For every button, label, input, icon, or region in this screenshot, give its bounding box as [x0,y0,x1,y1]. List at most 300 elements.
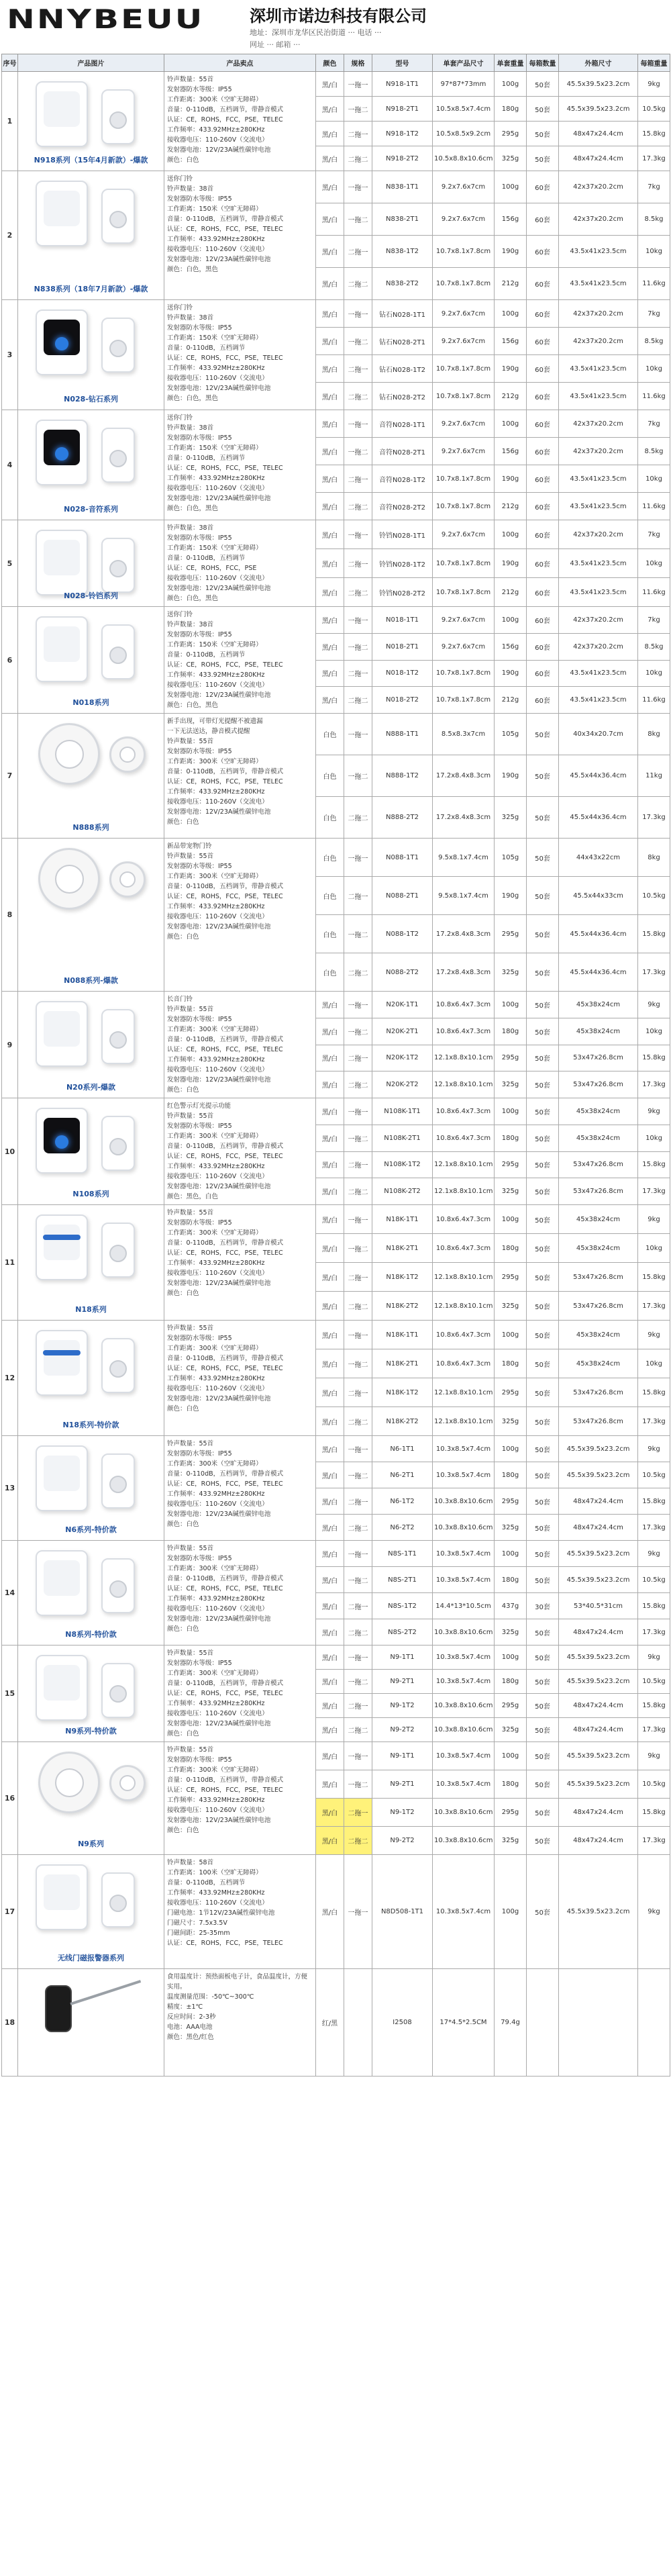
cell-spec: 一拖一 [344,714,372,755]
product-image-cell [18,300,164,410]
product-image-cell [18,1436,164,1541]
cell-carton-weight: 9kg [638,1645,670,1670]
cell-carton-weight: 15.8kg [638,1378,670,1407]
cell-weight: 325g [495,1071,527,1098]
cell-size: 10.3x8.8x10.6cm [433,1799,495,1827]
header [0,0,671,52]
cell-size: 10.3x8.8x10.6cm [433,1619,495,1645]
cell-spec: 一拖一 [344,1855,372,1969]
cell-model: N888-1T2 [372,755,433,797]
row-seq: 8 [2,839,18,992]
cell-weight: 325g [495,1515,527,1541]
col-header-image: 产品图片 [18,54,164,72]
cell-carton: 45.5x44x33cm [559,877,638,915]
series-label: N018系列 [72,698,109,707]
cell-qty: 50套 [527,1718,559,1742]
cell-carton-weight: 15.8kg [638,1799,670,1827]
cell-qty: 50套 [527,1071,559,1098]
row-seq: 10 [2,1098,18,1205]
cell-carton-weight: 10kg [638,1125,670,1151]
cell-spec: 二拖二 [344,1178,372,1205]
cell-spec: 一拖一 [344,300,372,328]
product-features: 铃声数量：38首 发射器防水等级：IP55 工作距离：150米（空旷无障碍） 音量：0-110dB，五档调节 认证：CE，ROHS，FCC，PSE 接收器电压：110-260V（交流电） 发射器电池：12V/23A碱性碳锌电池 颜色：白色，黑色 [164,520,316,607]
product-image-cell [18,1742,164,1855]
receiver-image [36,81,88,147]
series-label: N028-钻石系列 [64,395,118,403]
cell-size: 10.7x8.1x7.8cm [433,355,495,383]
cell-qty: 60套 [527,607,559,634]
cell-spec: 一拖二 [344,915,372,953]
cell-carton: 43.5x41x23.5cm [559,549,638,578]
cell-carton-weight: 15.8kg [638,122,670,146]
row-seq: 11 [2,1205,18,1321]
cell-color: 黑/白 [316,236,344,268]
row-seq: 14 [2,1541,18,1645]
table-row [2,1969,670,2077]
cell-weight: 180g [495,1462,527,1488]
cell-size: 10.5x8.5x7.4cm [433,97,495,122]
receiver-image [36,1108,88,1174]
cell-carton: 45.5x39.5x23.2cm [559,1541,638,1567]
cell-size: 9.2x7.6x7cm [433,607,495,634]
cell-weight: 190g [495,755,527,797]
cell-spec: 一拖一 [344,410,372,438]
cell-carton: 45.5x44x36.4cm [559,915,638,953]
cell-carton: 48x47x24.4cm [559,1488,638,1515]
cell-color: 黑/白 [316,1593,344,1619]
cell-carton: 45.5x39.5x23.2cm [559,1436,638,1462]
cell-weight: 190g [495,877,527,915]
cell-spec: 一拖一 [344,1321,372,1349]
cell-carton [559,1969,638,2077]
cell-model: N18K-2T2 [372,1292,433,1321]
cell-carton-weight: 11kg [638,755,670,797]
cell-carton: 53x47x26.8cm [559,1045,638,1071]
cell-size: 10.7x8.1x7.8cm [433,687,495,714]
product-features: 铃声数量：58首 工作距离：100米（空旷无障碍） 音量：0-110dB，五档调节 工作频率：433.92MHz±280KHz 接收器电压：110-260V（交流电） 门磁电池：1节12V/23A碱性碳锌电池 门磁尺寸：7.5x3.5V 门磁间距：25-35mm 认证：CE，ROHS，FCC，PSE，TELEC [164,1855,316,1969]
cell-size: 9.2x7.6x7cm [433,300,495,328]
cell-spec: 二拖一 [344,236,372,268]
cell-qty: 50套 [527,1694,559,1718]
cell-model: I2508 [372,1969,433,2077]
cell-carton: 53x47x26.8cm [559,1178,638,1205]
cell-qty: 60套 [527,236,559,268]
cell-carton: 43.5x41x23.5cm [559,687,638,714]
cell-carton-weight: 17.3kg [638,1515,670,1541]
cell-weight: 180g [495,1125,527,1151]
cell-color: 黑/白 [316,1541,344,1567]
table-row [2,1205,670,1234]
cell-carton: 53x47x26.8cm [559,1071,638,1098]
cell-color: 白色 [316,915,344,953]
cell-carton-weight: 15.8kg [638,1488,670,1515]
cell-model: N888-1T1 [372,714,433,755]
cell-qty: 60套 [527,549,559,578]
cell-carton: 44x43x22cm [559,839,638,877]
cell-color: 黑/白 [316,383,344,410]
cell-color: 黑/白 [316,1718,344,1742]
cell-weight: 100g [495,1541,527,1567]
col-header-spec: 规格 [344,54,372,72]
cell-color: 黑/白 [316,146,344,171]
cell-model: N8S-1T1 [372,1541,433,1567]
cell-spec: 一拖二 [344,328,372,355]
cell-spec: 二拖二 [344,493,372,520]
cell-color: 黑/白 [316,1349,344,1378]
receiver-image [38,848,100,910]
row-seq: 17 [2,1855,18,1969]
cell-carton-weight: 17.3kg [638,1619,670,1645]
cell-model: 钻石N028-2T2 [372,383,433,410]
cell-weight: 180g [495,97,527,122]
series-label: N18系列 [75,1305,107,1314]
cell-carton-weight: 9kg [638,1098,670,1125]
cell-qty: 60套 [527,328,559,355]
cell-weight: 325g [495,1827,527,1855]
cell-qty: 50套 [527,877,559,915]
product-image-cell [18,714,164,839]
cell-color: 白色 [316,797,344,839]
cell-qty: 60套 [527,438,559,465]
cell-model: N088-1T1 [372,839,433,877]
transmitter-image [101,624,135,679]
series-label: N9系列-特价款 [65,1727,117,1735]
cell-spec: 二拖二 [344,953,372,992]
cell-color: 黑/白 [316,1670,344,1694]
cell-size: 17.2x8.4x8.3cm [433,755,495,797]
cell-model: N838-1T1 [372,171,433,203]
cell-carton: 40x34x20.7cm [559,714,638,755]
cell-model: N088-1T2 [372,915,433,953]
cell-carton: 42x37x20.2cm [559,203,638,236]
product-image-cell [18,410,164,520]
cell-spec: 二拖一 [344,660,372,687]
cell-carton: 43.5x41x23.5cm [559,465,638,493]
row-seq: 6 [2,607,18,714]
cell-weight: 190g [495,549,527,578]
cell-spec: 二拖二 [344,1071,372,1098]
cell-qty: 50套 [527,1462,559,1488]
cell-spec: 一拖一 [344,1436,372,1462]
cell-carton: 53x47x26.8cm [559,1378,638,1407]
cell-carton: 43.5x41x23.5cm [559,578,638,607]
cell-model: N20K-1T2 [372,1045,433,1071]
cell-size: 12.1x8.8x10.1cm [433,1407,495,1436]
product-features: 铃声数量：55首 发射器防水等级：IP55 工作距离：300米（空旷无障碍） 音量：0-110dB，五档调节，带静音模式 认证：CE，ROHS，FCC，PSE，TELEC 工作频率：433.92MHz±280KHz 接收器电压：110-260V（交流电） 发射器电池：12V/23A碱性碳锌电池 颜色：白色 [164,1321,316,1436]
col-header-seq: 序号 [2,54,18,72]
cell-spec: 二拖一 [344,1151,372,1178]
cell-carton-weight: 17.3kg [638,1178,670,1205]
cell-color: 黑/白 [316,171,344,203]
transmitter-image [109,1765,146,1801]
product-image-cell [18,1645,164,1742]
product-features: 新品带宠物门铃 铃声数量：55首 发射器防水等级：IP55 工作距离：300米（空旷无障碍） 音量：0-110dB，五档调节，带静音模式 认证：CE，ROHS，FCC，PSE，TELEC 工作频率：433.92MHz±280KHz 接收器电压：110-260V（交流电） 发射器电池：12V/23A碱性碳锌电池 颜色：白色 [164,839,316,992]
cell-color: 黑/白 [316,1151,344,1178]
cell-qty: 50套 [527,1151,559,1178]
cell-size: 9.5x8.1x7.4cm [433,839,495,877]
cell-size: 10.8x6.4x7.3cm [433,1205,495,1234]
cell-model: 钻石N028-2T1 [372,328,433,355]
brand-logo: NNYBEUU [7,4,205,35]
cell-color: 黑/白 [316,300,344,328]
receiver-image [36,420,88,485]
cell-size: 10.7x8.1x7.8cm [433,268,495,300]
cell-size: 12.1x8.8x10.1cm [433,1263,495,1292]
cell-qty: 50套 [527,1321,559,1349]
cell-spec: 一拖一 [344,1645,372,1670]
cell-qty: 50套 [527,122,559,146]
cell-qty: 50套 [527,1619,559,1645]
cell-spec: 二拖二 [344,1292,372,1321]
cell-size: 10.3x8.8x10.6cm [433,1515,495,1541]
cell-spec: 二拖二 [344,797,372,839]
cell-carton: 43.5x41x23.5cm [559,660,638,687]
cell-model: 铃铛N028-2T2 [372,578,433,607]
cell-model: N20K-1T1 [372,992,433,1018]
cell-qty: 50套 [527,97,559,122]
product-features: 食用温度计：预热面板电子计，食品温度计，方便实用。 温度测量范围：-50℃~300℃ 精度：±1℃ 反应时间：2-3秒 电池：AAA电池 颜色：黑色/红色 [164,1969,316,2077]
cell-carton: 45x38x24cm [559,1125,638,1151]
cell-carton-weight: 10kg [638,236,670,268]
receiver-image [36,1655,88,1721]
series-label: N8系列-特价款 [65,1630,117,1639]
col-header-carton-weight: 每箱重量 [638,54,670,72]
cell-carton: 45x38x24cm [559,1349,638,1378]
transmitter-image [101,538,135,593]
table-row [2,72,670,97]
cell-weight: 100g [495,1855,527,1969]
cell-qty: 50套 [527,797,559,839]
cell-model: N9-1T1 [372,1645,433,1670]
cell-carton-weight: 10.5kg [638,1567,670,1593]
cell-carton-weight: 7kg [638,410,670,438]
cell-spec: 一拖一 [344,839,372,877]
cell-color: 黑/白 [316,1292,344,1321]
cell-carton: 43.5x41x23.5cm [559,268,638,300]
cell-carton-weight: 7kg [638,607,670,634]
table-row [2,1742,670,1770]
cell-carton: 45.5x39.5x23.2cm [559,1855,638,1969]
table-row [2,300,670,328]
cell-model: N088-2T2 [372,953,433,992]
cell-size: 12.1x8.8x10.1cm [433,1045,495,1071]
cell-spec: 一拖二 [344,1567,372,1593]
receiver-image [36,309,88,375]
cell-color: 黑/白 [316,122,344,146]
cell-qty: 50套 [527,1436,559,1462]
cell-carton: 45.5x44x36.4cm [559,755,638,797]
cell-carton: 43.5x41x23.5cm [559,383,638,410]
cell-weight: 79.4g [495,1969,527,2077]
cell-carton-weight: 17.3kg [638,1407,670,1436]
product-features: 铃声数量：55首 发射器防水等级：IP55 工作距离：300米（空旷无障碍） 音量：0-110dB，五档调节，带静音模式 认证：CE，ROHS，FCC，PSE，TELEC 工作频率：433.92MHz±280KHz 接收器电压：110-260V（交流电） 发射器电池：12V/23A碱性碳锌电池 颜色：白色 [164,1205,316,1321]
cell-carton-weight: 8.5kg [638,438,670,465]
transmitter-image [101,1116,135,1171]
cell-model: N918-2T2 [372,146,433,171]
cell-carton-weight: 9kg [638,1742,670,1770]
cell-spec: 一拖二 [344,633,372,660]
series-label: N18系列-特价款 [62,1421,119,1429]
cell-model: 钻石N028-1T1 [372,300,433,328]
transmitter-image [101,1872,135,1927]
cell-carton: 45x38x24cm [559,1018,638,1045]
cell-weight: 156g [495,633,527,660]
cell-color: 白色 [316,839,344,877]
product-features: 铃声数量：55首 发射器防水等级：IP55 工作距离：300米（空旷无障碍） 音量：0-110dB，五档调节，带静音模式 认证：CE，ROHS，FCC，PSE，TELEC 工作频率：433.92MHz±280KHz 接收器电压：110-260V（交流电） 发射器电池：12V/23A碱性碳锌电池 颜色：白色 [164,1541,316,1645]
cell-qty: 50套 [527,1045,559,1071]
cell-size: 10.3x8.8x10.6cm [433,1694,495,1718]
cell-weight: 212g [495,687,527,714]
cell-color: 黑/白 [316,203,344,236]
cell-color: 黑/白 [316,438,344,465]
cell-color: 黑/白 [316,1855,344,1969]
row-seq: 9 [2,992,18,1098]
cell-carton-weight: 15.8kg [638,915,670,953]
cell-carton: 48x47x24.4cm [559,122,638,146]
cell-weight: 100g [495,1436,527,1462]
cell-carton-weight: 15.8kg [638,1151,670,1178]
cell-qty: 50套 [527,1799,559,1827]
transmitter-image [101,89,135,144]
cell-spec: 一拖二 [344,1770,372,1799]
cell-carton-weight: 17.3kg [638,1292,670,1321]
cell-weight: 180g [495,1770,527,1799]
cell-weight: 156g [495,203,527,236]
cell-weight: 105g [495,714,527,755]
cell-color: 黑/白 [316,1619,344,1645]
col-header-weight: 单套重量 [495,54,527,72]
cell-qty: 60套 [527,493,559,520]
cell-weight: 295g [495,122,527,146]
cell-model: N018-2T1 [372,633,433,660]
cell-model: N9-2T1 [372,1670,433,1694]
cell-spec: 二拖一 [344,1593,372,1619]
table-row [2,520,670,549]
cell-size: 10.5x8.8x10.6cm [433,146,495,171]
cell-size: 10.3x8.5x7.4cm [433,1742,495,1770]
cell-color: 黑/白 [316,1018,344,1045]
cell-weight: 295g [495,1045,527,1071]
product-image-cell [18,1855,164,1969]
cell-color: 黑/白 [316,1436,344,1462]
cell-size: 10.7x8.1x7.8cm [433,465,495,493]
cell-weight: 325g [495,1292,527,1321]
cell-qty: 50套 [527,915,559,953]
cell-size: 9.2x7.6x7cm [433,328,495,355]
table-header-row [2,54,670,72]
cell-spec: 一拖二 [344,1462,372,1488]
cell-qty: 50套 [527,1098,559,1125]
cell-qty: 60套 [527,578,559,607]
product-features: 送你门铃 铃声数量：38首 发射器防水等级：IP55 工作距离：150米（空旷无障碍） 音量：0-110dB，五档调节 认证：CE，ROHS，FCC，PSE，TELEC 工作频率：433.92MHz±280KHz 接收器电压：110-260V（交流电） 发射器电池：12V/23A碱性碳锌电池 颜色：白色，黑色 [164,410,316,520]
cell-size: 10.8x6.4x7.3cm [433,1125,495,1151]
cell-weight: 295g [495,915,527,953]
cell-model: N18K-1T2 [372,1263,433,1292]
cell-size: 12.1x8.8x10.1cm [433,1151,495,1178]
cell-size: 10.8x6.4x7.3cm [433,1018,495,1045]
product-features: 铃声数量：55首 发射器防水等级：IP55 工作距离：300米（空旷无障碍） 音量：0-110dB，五档调节，带静音模式 认证：CE，ROHS，FCC，PSE，TELEC 工作频率：433.92MHz±280KHz 接收器电压：110-260V（交流电） 发射器电池：12V/23A碱性碳锌电池 颜色：白色 [164,1436,316,1541]
transmitter-image [109,861,146,898]
series-label: N108系列 [72,1190,109,1198]
cell-qty: 50套 [527,992,559,1018]
cell-carton: 45.5x39.5x23.2cm [559,1567,638,1593]
cell-carton-weight: 10kg [638,660,670,687]
cell-model: N18K-1T1 [372,1321,433,1349]
cell-carton: 53x47x26.8cm [559,1263,638,1292]
cell-size: 17.2x8.4x8.3cm [433,953,495,992]
cell-size: 9.2x7.6x7cm [433,633,495,660]
cell-qty: 50套 [527,1263,559,1292]
cell-weight: 295g [495,1263,527,1292]
cell-qty: 50套 [527,1125,559,1151]
cell-weight: 100g [495,1098,527,1125]
cell-spec: 二拖一 [344,877,372,915]
cell-model: N6-2T1 [372,1462,433,1488]
cell-weight: 156g [495,328,527,355]
cell-model: N6-2T2 [372,1515,433,1541]
cell-color: 黑/白 [316,1071,344,1098]
cell-model: N9-2T2 [372,1718,433,1742]
cell-carton-weight: 11.6kg [638,687,670,714]
cell-weight: 156g [495,438,527,465]
row-seq: 4 [2,410,18,520]
receiver-image [36,1550,88,1616]
cell-size: 10.3x8.5x7.4cm [433,1436,495,1462]
cell-color: 黑/白 [316,1462,344,1488]
receiver-image [36,616,88,682]
series-label: N838系列（18年7月新款）-爆款 [34,285,148,293]
cell-color: 黑/白 [316,268,344,300]
cell-carton-weight: 9kg [638,992,670,1018]
cell-carton-weight: 10kg [638,1234,670,1263]
cell-color: 黑/白 [316,520,344,549]
product-image-cell [18,1321,164,1436]
cell-weight: 325g [495,1619,527,1645]
cell-color: 黑/白 [316,1742,344,1770]
cell-color: 黑/白 [316,97,344,122]
row-seq: 12 [2,1321,18,1436]
col-header-features: 产品卖点 [164,54,316,72]
cell-size: 17.2x8.4x8.3cm [433,915,495,953]
cell-carton: 45.5x44x36.4cm [559,953,638,992]
cell-carton: 42x37x20.2cm [559,410,638,438]
cell-weight: 180g [495,1018,527,1045]
cell-qty: 60套 [527,410,559,438]
cell-carton-weight: 11.6kg [638,268,670,300]
probe-icon [70,1980,141,2005]
cell-spec: 一拖一 [344,992,372,1018]
cell-model: N8D508-1T1 [372,1855,433,1969]
cell-carton-weight: 11.6kg [638,578,670,607]
cell-qty: 50套 [527,146,559,171]
cell-spec: 二拖一 [344,1799,372,1827]
row-seq: 7 [2,714,18,839]
cell-color: 黑/白 [316,578,344,607]
cell-carton: 45x38x24cm [559,1321,638,1349]
cell-carton-weight: 11.6kg [638,493,670,520]
cell-qty: 50套 [527,1515,559,1541]
transmitter-image [109,736,146,773]
series-label: N888系列 [72,823,109,832]
cell-color: 白色 [316,877,344,915]
cell-qty: 60套 [527,203,559,236]
col-header-model: 型号 [372,54,433,72]
cell-carton: 45.5x39.5x23.2cm [559,1670,638,1694]
cell-spec: 一拖一 [344,1098,372,1125]
product-image-cell [18,72,164,171]
cell-size: 12.1x8.8x10.1cm [433,1378,495,1407]
cell-carton: 48x47x24.4cm [559,1619,638,1645]
